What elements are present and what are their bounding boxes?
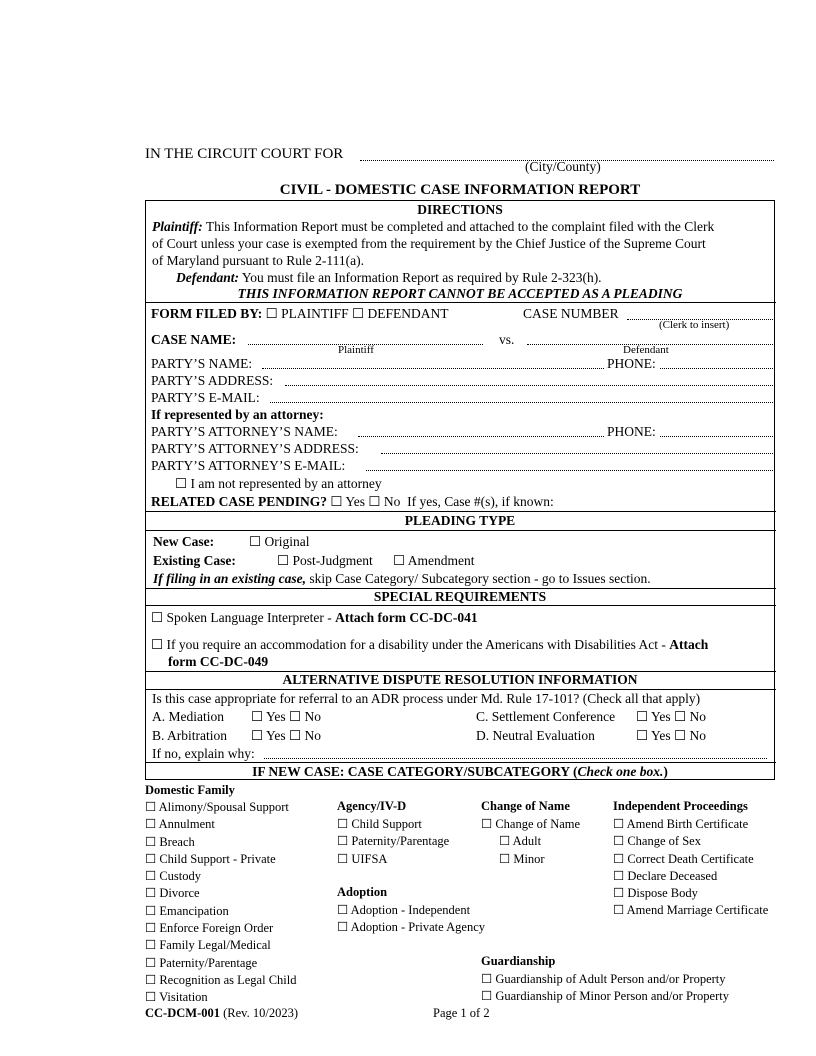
phone-label: PHONE: — [607, 356, 656, 371]
list-item[interactable]: ☐ Minor — [481, 851, 580, 868]
checkbox[interactable] — [145, 817, 156, 831]
pleading-warning: THIS INFORMATION REPORT CANNOT BE ACCEPTED AS A PLEADING — [237, 286, 683, 301]
agency-list — [337, 816, 449, 868]
related-no-checkbox[interactable] — [368, 494, 380, 509]
divider — [145, 511, 776, 512]
neutral-no-checkbox[interactable] — [674, 728, 686, 743]
checkbox[interactable] — [145, 938, 156, 952]
existing-case-note: If filing in an existing case, skip Case Category/ Subcategory section - go to Issues section. — [153, 571, 651, 586]
list-item[interactable]: ☐ Custody — [145, 868, 296, 885]
divider — [145, 689, 776, 690]
checkbox[interactable] — [337, 903, 348, 917]
checkbox[interactable] — [613, 852, 624, 866]
list-item[interactable]: ☐ Alimony/Spousal Support — [145, 799, 296, 816]
checkbox[interactable] — [145, 800, 156, 814]
divider — [145, 530, 776, 531]
list-item[interactable]: ☐ Annulment — [145, 816, 296, 833]
divider — [145, 302, 776, 303]
list-item[interactable]: ☐ Declare Deceased — [613, 868, 768, 885]
party-address-label: PARTY’S ADDRESS: — [151, 373, 274, 388]
vs-label: vs. — [499, 332, 515, 347]
form-title: CIVIL - DOMESTIC CASE INFORMATION REPORT — [279, 182, 641, 198]
directions-plaintiff: Plaintiff: This Information Report must be completed and attached to the complaint filed with the Clerk — [152, 219, 715, 234]
list-item[interactable]: ☐ Amend Birth Certificate — [613, 816, 768, 833]
list-item[interactable]: ☐ Change of Name — [481, 816, 580, 833]
neutral-options: ☐ Yes ☐ No — [636, 728, 706, 744]
directions-line2: of Court unless your case is exempted from the requirement by the Chief Justice of the Supreme Court — [152, 236, 706, 251]
settlement-no-checkbox[interactable] — [674, 709, 686, 724]
divider — [145, 762, 776, 763]
checkbox[interactable] — [145, 956, 156, 970]
attorney-name-field[interactable] — [358, 436, 604, 437]
settlement-label: C. Settlement Conference — [476, 709, 616, 724]
explain-label: If no, explain why: — [152, 746, 255, 761]
list-item[interactable]: ☐ Enforce Foreign Order — [145, 920, 296, 937]
list-item[interactable]: ☐ Correct Death Certificate — [613, 851, 768, 868]
mediation-options: ☐ Yes ☐ No — [251, 709, 321, 725]
attorney-address-field[interactable] — [381, 453, 773, 454]
list-item[interactable]: ☐ Divorce — [145, 885, 296, 902]
checkbox[interactable] — [613, 817, 624, 831]
adr-question: Is this case appropriate for referral to an ADR process under Md. Rule 17-101? (Check all that apply) — [152, 691, 701, 706]
list-item[interactable]: ☐ Guardianship of Minor Person and/or Property — [481, 988, 729, 1005]
party-email-field[interactable] — [270, 402, 773, 403]
checkbox[interactable] — [145, 869, 156, 883]
arbitration-no-checkbox[interactable] — [289, 728, 301, 743]
checkbox[interactable] — [337, 834, 348, 848]
interpreter-checkbox[interactable] — [151, 610, 163, 625]
clerk-note: (Clerk to insert) — [659, 319, 730, 331]
list-item[interactable]: ☐ UIFSA — [337, 851, 449, 868]
mediation-no-checkbox[interactable] — [289, 709, 301, 724]
attorney-email-label: PARTY’S ATTORNEY’S E-MAIL: — [151, 458, 346, 473]
attorney-heading: If represented by an attorney: — [151, 407, 324, 422]
existing-case-label: Existing Case: — [153, 553, 236, 568]
guardianship-title: Guardianship — [481, 954, 556, 968]
ada-checkbox[interactable] — [151, 637, 163, 652]
city-county-caption: (City/County) — [525, 159, 601, 174]
related-yes-checkbox[interactable] — [330, 494, 342, 509]
list-item[interactable]: ☐ Adoption - Private Agency — [337, 919, 485, 936]
change-of-name-list — [481, 816, 580, 868]
category-heading: IF NEW CASE: CASE CATEGORY/SUBCATEGORY (Check one box.) — [252, 764, 668, 779]
new-case-label: New Case: — [153, 534, 215, 549]
attorney-name-label: PARTY’S ATTORNEY’S NAME: — [151, 424, 338, 439]
arbitration-label: B. Arbitration — [152, 728, 227, 743]
checkbox[interactable] — [613, 903, 624, 917]
original-option[interactable]: ☐ Original — [249, 534, 309, 550]
checkbox[interactable] — [145, 973, 156, 987]
attorney-address-label: PARTY’S ATTORNEY’S ADDRESS: — [151, 441, 359, 456]
list-item[interactable]: ☐ Recognition as Legal Child — [145, 972, 296, 989]
list-item[interactable]: ☐ Amend Marriage Certificate — [613, 902, 768, 919]
party-address-field[interactable] — [285, 385, 773, 386]
adoption-list — [337, 902, 485, 937]
form-filed-by: FORM FILED BY: ☐ PLAINTIFF ☐ DEFENDANT — [151, 306, 449, 322]
post-judgment-checkbox[interactable] — [277, 553, 289, 568]
list-item[interactable]: ☐ Emancipation — [145, 903, 296, 920]
not-represented-checkbox[interactable] — [175, 476, 187, 491]
plaintiff-checkbox[interactable] — [266, 306, 278, 321]
checkbox[interactable] — [145, 835, 156, 849]
divider — [145, 605, 776, 606]
original-checkbox[interactable] — [249, 534, 261, 549]
domestic-family-list — [145, 799, 296, 1007]
list-item[interactable]: ☐ Paternity/Parentage — [337, 833, 449, 850]
directions-heading: DIRECTIONS — [417, 202, 503, 217]
checkbox[interactable] — [145, 852, 156, 866]
checkbox[interactable] — [613, 834, 624, 848]
settlement-options: ☐ Yes ☐ No — [636, 709, 706, 725]
party-name-field[interactable] — [262, 368, 604, 369]
guardianship-list — [481, 971, 729, 1006]
independent-title: Independent Proceedings — [613, 799, 748, 813]
independent-list — [613, 816, 768, 920]
amendment-option[interactable]: ☐ Amendment — [393, 553, 475, 569]
form-id: CC-DCM-001 (Rev. 10/2023) — [145, 1006, 298, 1020]
related-case-row: RELATED CASE PENDING? ☐ Yes ☐ No If yes, Case #(s), if known: — [151, 494, 554, 510]
list-item[interactable]: ☐ Family Legal/Medical — [145, 937, 296, 954]
domestic-family-title: Domestic Family — [145, 783, 235, 797]
attorney-email-field[interactable] — [366, 470, 773, 471]
directions-defendant: Defendant: You must file an Information Report as required by Rule 2-323(h). — [176, 270, 602, 285]
ada-option[interactable]: ☐ If you require an accommodation for a disability under the Americans with Disabilities Act - Attach — [151, 637, 708, 653]
plaintiff-caption: Plaintiff — [338, 344, 374, 356]
checkbox[interactable] — [337, 817, 348, 831]
defendant-checkbox[interactable] — [352, 306, 364, 321]
list-item[interactable]: ☐ Change of Sex — [613, 833, 768, 850]
arbitration-options: ☐ Yes ☐ No — [251, 728, 321, 744]
defendant-caption: Defendant — [623, 344, 669, 356]
party-email-label: PARTY’S E-MAIL: — [151, 390, 260, 405]
neutral-label: D. Neutral Evaluation — [476, 728, 595, 743]
settlement-yes-checkbox[interactable] — [636, 709, 648, 724]
checkbox[interactable] — [481, 972, 492, 986]
case-name-label: CASE NAME: — [151, 332, 237, 347]
checkbox[interactable] — [145, 904, 156, 918]
attorney-phone-field[interactable] — [660, 436, 773, 437]
ada-form: form CC-DC-049 — [168, 654, 269, 669]
list-item[interactable]: ☐ Adoption - Independent — [337, 902, 485, 919]
checkbox[interactable] — [145, 921, 156, 935]
checkbox[interactable] — [337, 920, 348, 934]
not-represented-option[interactable]: ☐ I am not represented by an attorney — [175, 476, 382, 492]
phone-field[interactable] — [660, 368, 773, 369]
checkbox[interactable] — [613, 886, 624, 900]
directions-line3: of Maryland pursuant to Rule 2-111(a). — [152, 253, 364, 268]
court-prefix: IN THE CIRCUIT COURT FOR — [145, 146, 344, 162]
adr-heading: ALTERNATIVE DISPUTE RESOLUTION INFORMATION — [282, 672, 638, 687]
checkbox[interactable] — [145, 886, 156, 900]
amendment-checkbox[interactable] — [393, 553, 405, 568]
adoption-title: Adoption — [337, 885, 388, 899]
post-judgment-option[interactable]: ☐ Post-Judgment — [277, 553, 373, 569]
page-number: Page 1 of 2 — [433, 1006, 490, 1020]
checkbox[interactable] — [481, 989, 492, 1003]
pleading-heading: PLEADING TYPE — [404, 513, 516, 528]
list-item[interactable]: ☐ Breach — [145, 834, 296, 851]
list-item[interactable]: ☐ Child Support — [337, 816, 449, 833]
explain-field[interactable] — [264, 758, 767, 759]
party-name-label: PARTY’S NAME: — [151, 356, 253, 371]
interpreter-option[interactable]: ☐ Spoken Language Interpreter - Attach form CC-DC-041 — [151, 610, 478, 626]
checkbox[interactable] — [337, 852, 348, 866]
list-item[interactable]: ☐ Visitation — [145, 989, 296, 1006]
arbitration-yes-checkbox[interactable] — [251, 728, 263, 743]
neutral-yes-checkbox[interactable] — [636, 728, 648, 743]
case-number-label: CASE NUMBER — [523, 306, 619, 321]
list-item[interactable]: ☐ Adult — [481, 833, 580, 850]
special-heading: SPECIAL REQUIREMENTS — [373, 589, 547, 604]
attorney-phone-label: PHONE: — [607, 424, 656, 439]
list-item[interactable]: ☐ Child Support - Private — [145, 851, 296, 868]
checkbox[interactable] — [613, 869, 624, 883]
list-item[interactable]: ☐ Dispose Body — [613, 885, 768, 902]
list-item[interactable]: ☐ Paternity/Parentage — [145, 955, 296, 972]
mediation-label: A. Mediation — [152, 709, 224, 724]
mediation-yes-checkbox[interactable] — [251, 709, 263, 724]
list-item[interactable]: ☐ Guardianship of Adult Person and/or Property — [481, 971, 729, 988]
checkbox[interactable] — [145, 990, 156, 1004]
agency-title: Agency/IV-D — [337, 799, 407, 813]
change-of-name-title: Change of Name — [481, 799, 570, 813]
